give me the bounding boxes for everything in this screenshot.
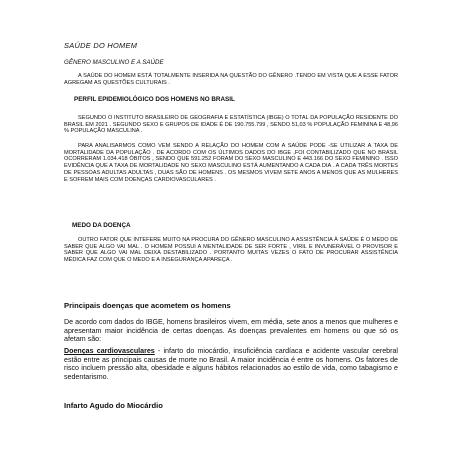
text-doencas-cardiovasculares: - infarto do miocárdio, insuficiência cardíaca e acidente vascular cerebral estão entre as principais causas de morte no Brasil. A maior incidência é entre os homens. Os fatores de risco incluem pressão alta, obesidade e alguns hábitos relacionados ao estilo de vida, como tabagismo e sedentarismo. (64, 347, 398, 381)
paragraph-doencas-intro: De acordo com dados do IBGE, homens brasileiros vivem, em média, sete anos a menos que mulheres e apresentam maior incidência de certas doenças. As doenças prevalentes em homens ou que só os afetam são: (64, 318, 398, 343)
term-doencas-cardiovasculares: Doenças cardiovasculares (64, 347, 155, 355)
section-heading-infarto: Infarto Agudo do Miocárdio (64, 401, 163, 410)
section-heading-perfil: PERFIL EPIDEMIOLÓGICO DOS HOMENS NO BRASIL (74, 96, 235, 103)
paragraph-doencas-cardiovasculares (64, 347, 398, 381)
document-title: SAÚDE DO HOMEM (64, 41, 138, 50)
section-heading-doencas: Principais doenças que acometem os homens (64, 301, 231, 310)
paragraph-medo: OUTRO FATOR QUE INTEFERE MUITO NA PROCURA DO GÊNERO MASCULINO A ASSISTÊNCIA À SAÚDE É O MEDO DE SABER QUE ALGO VAI MAL . O HOMEM POSSUI A MENTALIDADE DE SER FORTE , VIRIL E INVUNERÁVEL O PROVISOR E SABER QUE ALGO VAI MAL DEIXA DESTABILIZADO . PORTANTO MUITAS VEZES O FATO DE PROCURAR ASSISTÊNCIA MÉDICA FAZ COM QUE O MEDO E A INSEGURANÇA APAREÇA . (64, 237, 398, 264)
paragraph-mortalidade: PARA ANALISARMOS COMO VEM SENDO A RELAÇÃO DO HOMEM COM A SAÚDE PODE -SE UTILIZAR A TAXA DE MORTALIDADE DA POPULAÇÃO . DE ACORDO COM OS ÚLTIMOS DADOS DO IBGE ,FOI CONTABILIZADO QUE NO BRASIL OCORRERAM 1.034.418 ÓBITOS , SENDO QUE 591.252 FORAM DO SEXO MASCULINO E 443.166 DO SEXO FEMININO . ISSO EVIDÊNCIA QUE A TAXA DE MORTALIDADE NO SEXO MASCULINO ESTÁ AUMENTANDO A CADA DIA . A CADA TRÊS MORTES DE PESSOAS ADULTAS ADULTAS , DUAS SÃO DE HOMENS . OS MESMOS VIVEM SETE ANOS A MENOS QUE AS MULHERES E SOFREM MAIS COM DOENÇAS CARDIOVASCULARES . (64, 143, 398, 183)
intro-paragraph: A SAÚDE DO HOMEM ESTÁ TOTALMENTE INSERIDA NA QUESTÃO DO GÊNERO .TENDO EM VISTA QUE A ESSE FATOR AGREGAM AS QUESTÕES CULTURAIS . (64, 73, 398, 86)
document-subtitle: GÊNERO MASCULINO E A SAÚDE (64, 59, 164, 66)
paragraph-ibge-populacao: SEGUNDO O INSTITUTO BRASILEIRO DE GEOGRAFIA E ESTATÍSTICA (IBGE) O TOTAL DA POPULAÇÃO RESIDENTE DO BRASIL EM 2021 . SEGUNDO SEXO E GRUPOS DE IDADE É DE 190.755.799 , SENDO 51,03 % POPULAÇÃO FEMININA E 48,96 % POPULAÇÃO MASCULINA . (64, 115, 398, 135)
section-heading-medo: MEDO DA DOENÇA (72, 222, 131, 229)
